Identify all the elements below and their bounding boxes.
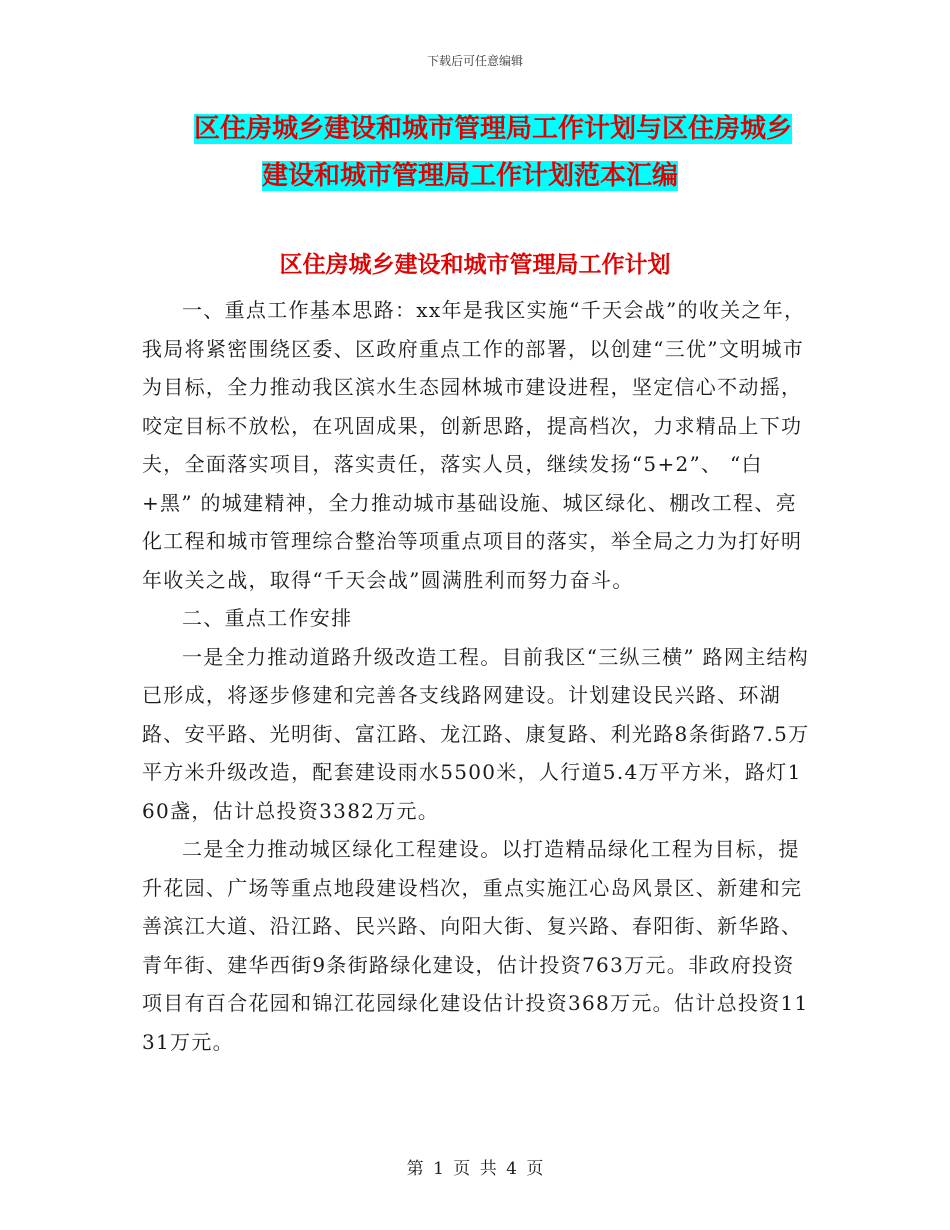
page-number: 第 1 页 共 4 页: [406, 1159, 544, 1179]
title-line-2-text: 建设和城市管理局工作计划范本汇编: [262, 161, 679, 191]
paragraph-heading-arrangements: 二、重点工作安排: [182, 606, 353, 630]
body-text: [142, 291, 812, 1061]
title-line-2: [140, 153, 820, 200]
section-title: 区住房城乡建设和城市管理局工作计划: [279, 252, 671, 278]
title-line-1: [140, 106, 820, 153]
paragraph-road-upgrade: 一是全力推动道路升级改造工程。目前我区“三纵三横” 路网主结构已形成，将逐步修建和完善各支线路网建设。计划建设民兴路、环湖路、安平路、光明街、富江路、龙江路、康复路、利光路8条街路7.5万平方米升级改造，配套建设雨水5500米，人行道5.4万平方米，路灯160盏，估计总投资3382万元。: [142, 644, 810, 823]
header-note: 下载后可任意编辑: [426, 54, 523, 68]
paragraph-basic-approach: 一、重点工作基本思路：xx年是我区实施“千天会战”的收关之年，我局将紧密围绕区委、区政府重点工作的部署，以创建“三优”文明城市为目标，全力推动我区滨水生态园林城市建设进程，坚定信心不动摇，咬定目标不放松，在巩固成果，创新思路，提高档次，力求精品上下功夫，全面落实项目，落实责任，落实人员，继续发扬“5+2”、 “白+黑” 的城建精神，全力推动城市基础设施、城区绿化、棚改工程、亮化工程和城市管理综合整治等项重点项目的落实，举全局之力为打好明年收关之战，取得“千天会战”圆满胜利而努力奋斗。: [142, 298, 806, 592]
document-title: [140, 106, 820, 200]
title-line-1-text: 区住房城乡建设和城市管理局工作计划与区住房城乡: [194, 114, 793, 144]
paragraph-greening: 二是全力推动城区绿化工程建设。以打造精品绿化工程为目标，提升花园、广场等重点地段建设档次，重点实施江心岛风景区、新建和完善滨江大道、沿江路、民兴路、向阳大街、复兴路、春阳街、新华路、青年街、建华西街9条街路绿化建设，估计投资763万元。非政府投资项目有百合花园和锦江花园绿化建设估计投资368万元。估计总投资1131万元。: [142, 837, 809, 1054]
